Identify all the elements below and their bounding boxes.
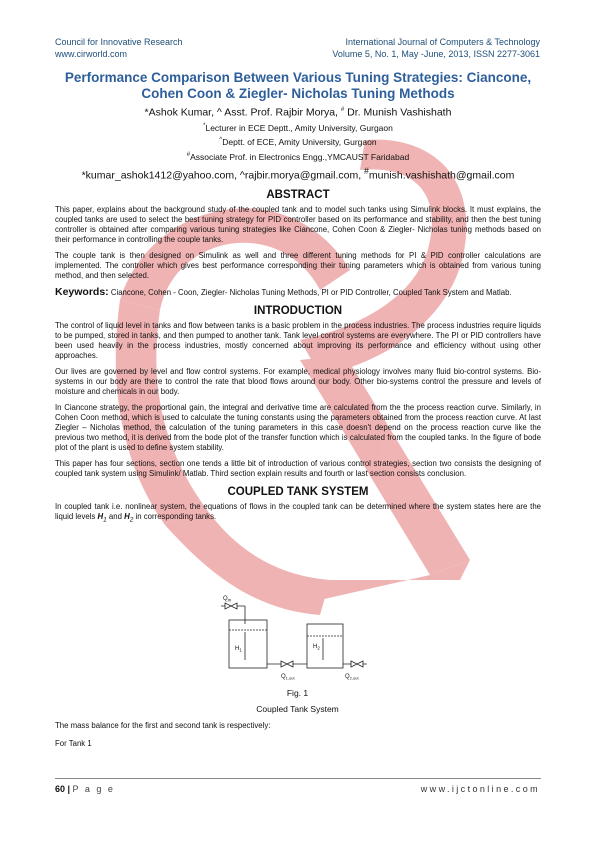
- paper-body: [55, 70, 541, 532]
- h1-label: $H_1$: [235, 646, 242, 653]
- page-number: 60: [55, 784, 66, 794]
- figure-number: Fig. 1: [286, 688, 309, 698]
- journal-name: International Journal of Computers & Technology: [345, 37, 540, 47]
- author-1-mark: *: [144, 106, 149, 119]
- email-1-2[interactable]: *kumar_ashok1412@yahoo.com, ^rajbir.morya@gmail.com,: [81, 169, 365, 182]
- journal-volume: Volume 5, No. 1, May -June, 2013, ISSN 2277-3061: [332, 49, 540, 59]
- author-1: Ashok Kumar,: [148, 106, 217, 119]
- figure-caption: Coupled Tank System: [256, 704, 339, 714]
- intro-paragraph-4: This paper has four sections, section one tends a little bit of introduction of various control strategies, section two consists the designing of coupled tank system using Simulink/ Matlab. Third section explain results and fourth or last section consists conclusion.: [55, 459, 541, 479]
- q2-out-label: $Q_{2,out}$: [345, 674, 359, 681]
- page-word: P a g e: [72, 784, 115, 794]
- q1-out-label: $Q_{1,out}$: [281, 674, 295, 681]
- abstract-heading: ABSTRACT: [266, 189, 330, 202]
- intro-paragraph-2: Our lives are governed by level and flow control systems. For example, medical physiology involves many fluid bio-control systems. Bio-systems in our body are there to control the rate that blood flows around our body. Other bio-systems control the pressure and levels of moisture and chemicals in our body.: [55, 367, 541, 397]
- author-2-mark: ^: [216, 106, 222, 119]
- h1-symbol: H: [97, 512, 104, 522]
- title-line-2: Cohen Coon & Ziegler- Nicholas Tuning Methods: [141, 86, 455, 101]
- outflow-valve-right: [357, 661, 363, 667]
- introduction-heading: INTRODUCTION: [253, 305, 343, 318]
- journal-header-right: [332, 36, 540, 60]
- author-emails: [55, 165, 541, 183]
- author-3: Dr. Munish Vashishath: [344, 106, 452, 119]
- h1-subscript: 1: [103, 517, 107, 525]
- mass-balance-text: The mass balance for the first and second tank is respectively:: [55, 721, 271, 730]
- affiliation-3-text: Associate Prof. in Electronics Engg.,YMCAUST Faridabad: [190, 151, 410, 162]
- h2-subscript: 2: [129, 517, 134, 525]
- middle-valve-right: [287, 661, 293, 667]
- coupled-tank-heading: COUPLED TANK SYSTEM: [227, 486, 369, 499]
- author-2: Asst. Prof. Rajbir Morya,: [221, 106, 341, 119]
- affiliation-2: [55, 134, 541, 149]
- inflow-valve-left: [225, 603, 231, 609]
- email-3[interactable]: munish.vashishath@gmail.com: [368, 169, 515, 182]
- journal-header-left: [55, 36, 183, 60]
- page-separator: |: [65, 784, 73, 794]
- coupled-text-b: in corresponding tanks.: [133, 512, 217, 522]
- abstract-paragraph-1: This paper, explains about the background study of the coupled tank and to model such tanks using Simulink blocks. It must explains, the coupled tanks are used to select the best tuning strategy for PID controller based on its performance and stability, and then the best tuning controller is obtained after comparing various tuning strategies like Ciancone, Cohen Coon & Ziegler- Nicholas tuning methods based on their performance in controlling the couple tanks.: [55, 205, 541, 245]
- middle-valve-left: [281, 661, 287, 667]
- for-tank-1: For Tank 1: [55, 739, 92, 748]
- affiliation-2-text: Deptt. of ECE, Amity University, Gurgaon: [222, 137, 377, 148]
- h2-label: $H_2$: [313, 644, 320, 651]
- q-in-label: $Q_{in}$: [223, 596, 232, 603]
- author-list: [55, 104, 541, 120]
- page-footer: [55, 784, 115, 794]
- council-name: Council for Innovative Research: [55, 37, 183, 47]
- coupled-paragraph-1: [55, 502, 541, 526]
- journal-website[interactable]: www.ijctonline.com: [420, 784, 540, 794]
- affiliation-3: [55, 149, 541, 164]
- intro-paragraph-3: In Ciancone strategy, the proportional gain, the integral and derivative time are calculated from the the process reaction curve. Similarly, in Cohen Coon method, which is used to calculate the tuning constants using the parameters obtained from the process reaction curve. At last Ziegler – Nicholas method, the calculation of the tuning parameters in this case doesn't depend on the process reaction curve like the previous two method, it is derived from the bode plot of the transfer function which is calculated from the coupled tanks. In the figure of bode plot of the plant is used to define system stability.: [55, 403, 541, 453]
- footer-rule: [55, 778, 541, 779]
- coupled-text-a: In coupled tank i.e. nonlinear system, the equations of flows in the coupled tank can be determined where the system states here are the liquid levels: [55, 502, 541, 522]
- paper-title: [55, 70, 541, 102]
- coupled-tank-diagram: [215, 590, 371, 684]
- email-3-mark: #: [364, 165, 369, 176]
- affiliation-3-mark: #: [186, 152, 191, 159]
- keywords-label: Keywords:: [55, 286, 109, 299]
- keywords: [55, 287, 541, 298]
- keywords-text: Ciancone, Cohen - Coon, Ziegler- Nicholas Tuning Methods, PI or PID Controller, Coupled Tank System and Matlab.: [108, 288, 512, 298]
- intro-paragraph-1: The control of liquid level in tanks and flow between tanks is a basic problem in the process industries. The process industries require liquids to be pumped, stored in tanks, and then pumped to another tank. Tank level control systems are everywhere. The PI or PID controllers have been used heavily in the process industries, mostly concerned about improving its performance and efficiency without using other approaches.: [55, 321, 541, 361]
- tank-1: [229, 620, 267, 668]
- h2-symbol: H: [124, 512, 130, 522]
- council-website[interactable]: www.cirworld.com: [55, 49, 128, 59]
- affiliation-1-mark: *: [203, 122, 206, 129]
- inflow-valve-right: [231, 603, 237, 609]
- outflow-valve-left: [351, 661, 357, 667]
- affiliation-1: [55, 120, 541, 135]
- affiliation-2-mark: ^: [219, 137, 223, 144]
- affiliation-1-text: Lecturer in ECE Deptt., Amity University, Gurgaon: [205, 122, 393, 133]
- coupled-text-and: and: [106, 512, 125, 522]
- abstract-paragraph-2: The couple tank is then designed on Simulink as well and three different tuning methods for PI & PID controller calculations are implemented. The controller which gives best performance corresponding their tuning parameters which is obtained from various tuning method, and then selected.: [55, 251, 541, 281]
- author-3-mark: #: [340, 107, 345, 113]
- title-line-1: Performance Comparison Between Various Tuning Strategies: Ciancone,: [64, 70, 532, 85]
